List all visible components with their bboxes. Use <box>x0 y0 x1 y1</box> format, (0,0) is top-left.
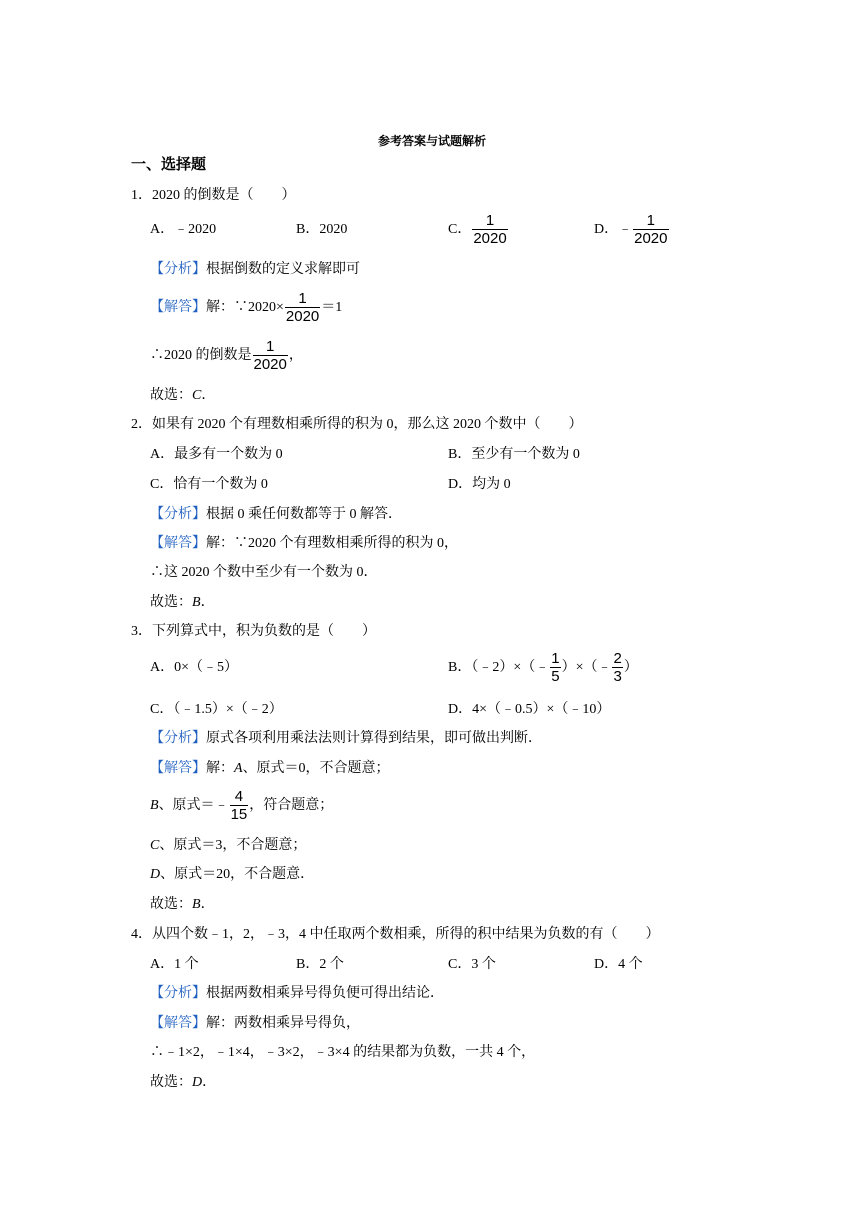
answer-tag: 【解答】 <box>150 1016 206 1031</box>
choice-label: 故选： <box>150 897 192 912</box>
q3-option-b-fraction-1 <box>550 650 560 685</box>
choice-punct: ． <box>201 388 216 403</box>
q1-answer-post: ＝1 <box>321 300 343 315</box>
q4-analysis-text: 根据两数相乘异号得负便可得出结论． <box>206 986 444 1001</box>
q3-answer-letter: A <box>234 761 243 776</box>
fraction-denominator: 15 <box>230 806 248 824</box>
q3-answer <box>150 759 390 779</box>
q3-line-b <box>150 788 333 824</box>
choice-letter: B <box>192 595 201 610</box>
q4-answer-text: 解：两数相乘异号得负， <box>206 1016 360 1031</box>
q1-option-b: B．2020 <box>296 222 348 237</box>
choice-letter: C <box>192 388 202 403</box>
fraction-numerator: 1 <box>646 212 655 230</box>
choice-punct: ． <box>200 595 215 610</box>
q4-choice <box>150 1073 216 1093</box>
q3-stem: 3．下列算式中，积为负数的是（ ） <box>131 624 376 639</box>
fraction-denominator: 3 <box>613 668 622 686</box>
q1-answer <box>150 290 342 326</box>
fraction-numerator: 4 <box>234 788 244 806</box>
fraction-numerator: 1 <box>266 338 275 356</box>
section-heading: 一、选择题 <box>131 157 207 173</box>
q1-choice <box>150 386 215 406</box>
q3-line-b-fraction <box>230 788 249 823</box>
q2-conclusion: ∴这 2020 个数中至少有一个数为 0． <box>150 565 378 580</box>
q3-option-d: D．4×（﹣0.5）×（﹣10） <box>448 702 611 717</box>
q1-answer-pre: 解：∵2020× <box>206 300 284 315</box>
q1-option-d <box>594 212 670 248</box>
analysis-tag: 【分析】 <box>150 986 206 1001</box>
q4-option-b: B．2 个 <box>296 957 344 972</box>
q1-conclusion-pre: ∴2020 的倒数是 <box>150 348 252 363</box>
q3-analysis <box>150 729 542 749</box>
fraction-numerator: 2 <box>613 650 622 668</box>
analysis-tag: 【分析】 <box>150 262 206 277</box>
q2-analysis-text: 根据 0 乘任何数都等于 0 解答． <box>206 507 402 522</box>
fraction-denominator: 2020 <box>285 308 320 326</box>
choice-punct: ． <box>202 1075 217 1090</box>
q1-option-d-label: D．﹣ <box>594 222 633 237</box>
q2-option-b: B．至少有一个数为 0 <box>448 447 580 462</box>
analysis-tag: 【分析】 <box>150 731 206 746</box>
q2-option-c: C．恰有一个数为 0 <box>150 477 268 492</box>
q1-option-a: A．﹣2020 <box>150 222 217 237</box>
q4-stem: 4．从四个数﹣1，2，﹣3，4 中任取两个数相乘，所得的积中结果为负数的有（ ） <box>131 927 660 942</box>
q1-conclusion-post: ， <box>288 348 303 363</box>
q3-line-d-text: 、原式＝20，不合题意． <box>160 867 315 882</box>
q4-option-c: C．3 个 <box>448 957 496 972</box>
q1-answer-fraction <box>285 290 320 325</box>
page-title: 参考答案与试题解析 <box>378 134 487 148</box>
q1-option-c-label: C． <box>448 222 472 237</box>
q3-choice <box>150 895 215 915</box>
q3-line-b-post: ，符合题意； <box>249 798 334 813</box>
q1-stem: 1．2020 的倒数是（ ） <box>131 188 296 203</box>
q1-option-d-fraction <box>633 212 668 247</box>
q3-line-c-text: 、原式＝3，不合题意； <box>159 838 307 853</box>
fraction-denominator: 2020 <box>634 230 668 248</box>
answer-tag: 【解答】 <box>150 536 206 551</box>
q2-answer-text: 解：∵2020 个有理数相乘所得的积为 0， <box>206 536 458 551</box>
answer-tag: 【解答】 <box>150 761 206 776</box>
q3-answer-pre: 解： <box>206 761 234 776</box>
q3-option-b-mid: ）×（﹣ <box>561 660 612 675</box>
q2-stem: 2．如果有 2020 个有理数相乘所得的积为 0，那么这 2020 个数中（ ） <box>131 417 583 432</box>
q1-option-c-fraction <box>472 212 507 247</box>
q2-answer <box>150 534 458 554</box>
choice-letter: D <box>192 1075 203 1090</box>
q3-answer-text: 、原式＝0，不合题意； <box>242 761 390 776</box>
choice-letter: B <box>192 897 201 912</box>
q4-conclusion: ∴﹣1×2，﹣1×4，﹣3×2，﹣3×4 的结果都为负数，一共 4 个， <box>150 1045 536 1060</box>
fraction-denominator: 2020 <box>253 356 287 374</box>
q4-option-a: A．1 个 <box>150 957 199 972</box>
q3-line-b-text: 、原式＝﹣ <box>158 798 229 813</box>
choice-punct: ． <box>200 897 215 912</box>
q2-analysis <box>150 505 402 525</box>
q1-conclusion <box>150 338 303 374</box>
q3-option-b-fraction-2 <box>612 650 622 685</box>
choice-label: 故选： <box>150 595 192 610</box>
answer-tag: 【解答】 <box>150 300 206 315</box>
q1-analysis-text: 根据倒数的定义求解即可 <box>206 262 360 277</box>
q3-option-b-pre: B．（﹣2）×（﹣ <box>448 660 550 675</box>
q4-option-d: D．4 个 <box>594 957 643 972</box>
fraction-denominator: 2020 <box>473 230 507 248</box>
q3-line-c-letter: C <box>150 838 160 853</box>
q1-analysis <box>150 260 360 280</box>
q1-option-c <box>448 212 509 248</box>
q3-option-b-post: ） <box>623 660 638 675</box>
q3-option-b <box>448 650 638 686</box>
q3-line-c <box>150 836 306 856</box>
q3-option-c: C．（﹣1.5）×（﹣2） <box>150 702 283 717</box>
choice-label: 故选： <box>150 1075 192 1090</box>
fraction-denominator: 5 <box>551 668 560 686</box>
q1-conclusion-fraction <box>253 338 288 373</box>
fraction-numerator: 1 <box>298 290 307 308</box>
fraction-numerator: 1 <box>485 212 495 230</box>
fraction-numerator: 1 <box>551 650 560 668</box>
q2-choice <box>150 593 215 613</box>
q3-line-d <box>150 865 314 885</box>
q2-option-d: D．均为 0 <box>448 477 511 492</box>
q3-analysis-text: 原式各项利用乘法法则计算得到结果，即可做出判断． <box>206 731 542 746</box>
q2-option-a: A．最多有一个数为 0 <box>150 447 283 462</box>
q3-line-d-letter: D <box>150 867 161 882</box>
analysis-tag: 【分析】 <box>150 507 206 522</box>
q4-answer <box>150 1014 360 1034</box>
q4-analysis <box>150 984 444 1004</box>
choice-label: 故选： <box>150 388 192 403</box>
q3-option-a: A．0×（﹣5） <box>150 660 239 675</box>
q3-line-b-letter: B <box>150 798 159 813</box>
